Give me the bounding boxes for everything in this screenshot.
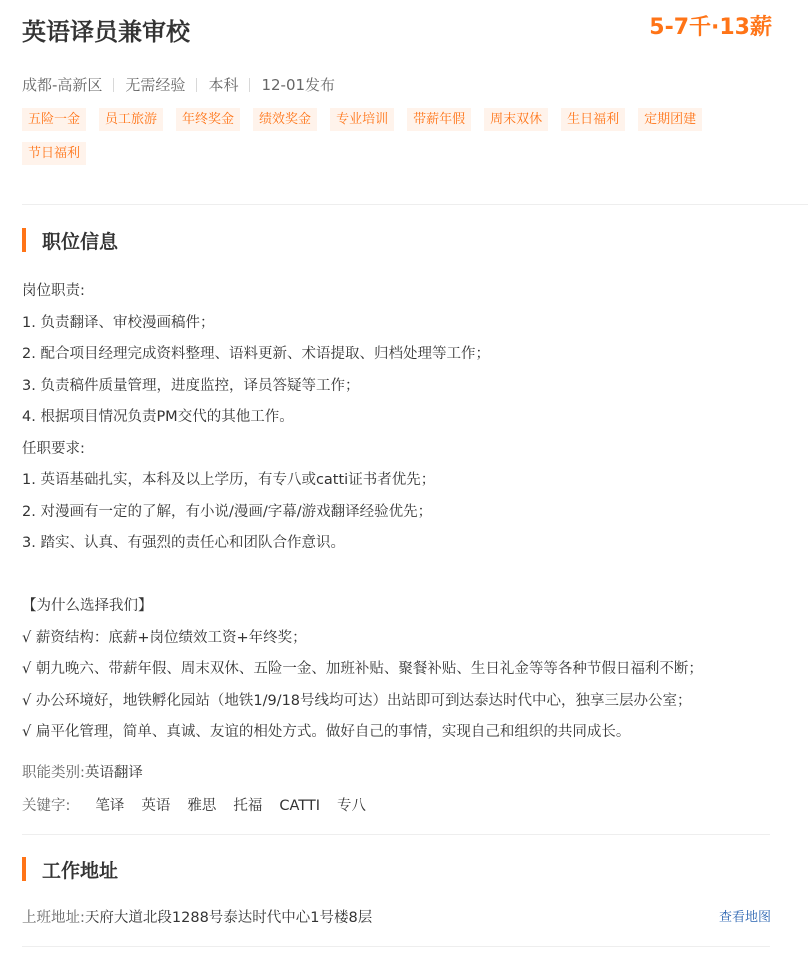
address-label: 上班地址: [22,910,85,926]
welfare-tag: 生日福利 [561,108,625,131]
keyword[interactable]: CATTI [279,798,321,814]
meta-education: 本科 [208,76,239,94]
welfare-tag: 周末双休 [484,108,548,131]
description-line: 岗位职责: [22,283,85,299]
job-category [22,760,143,786]
position-info-heading [22,226,118,254]
salary: 5-7千·13薪 [649,15,772,40]
job-meta [22,73,335,97]
view-map-link[interactable]: 查看地图 [718,910,771,925]
description-line: 1. 英语基础扎实，本科及以上学历，有专八或catti证书者优先； [22,472,436,488]
description-line: 【为什么选择我们】 [22,598,153,614]
work-address-heading [22,855,118,883]
meta-separator [113,78,114,92]
welfare-tag: 带薪年假 [407,108,471,131]
description-line: √ 扁平化管理，简单、真诚、友谊的相处方式。做好自己的事情，实现自己和组织的共同成长。 [22,724,631,740]
description-line: 2. 对漫画有一定的了解，有小说/漫画/字幕/游戏翻译经验优先； [22,503,433,520]
job-detail-panel [22,0,808,960]
work-address [22,905,372,931]
category-value: 英语翻译 [84,765,143,781]
meta-publish-date: 12-01发布 [261,76,336,94]
welfare-tag: 节日福利 [22,142,86,165]
description-line: √ 办公环境好，地铁孵化园站（地铁1/9/18号线均可达）出站即可到达泰达时代中心，独享三层办公室； [22,692,692,709]
welfare-tag: 专业培训 [330,108,394,131]
description-line: 4. 根据项目情况负责PM交代的其他工作。 [22,409,294,425]
category-label: 职能类别: [22,765,85,781]
description-line: 3. 踏实、认真、有强烈的责任心和团队合作意识。 [22,535,345,551]
heading-accent-bar [22,857,26,881]
position-info-title: 职位信息 [42,230,119,253]
meta-separator [196,78,197,92]
work-address-title: 工作地址 [42,859,119,882]
job-title: 英语译员兼审校 [22,18,190,46]
description-line: √ 朝九晚六、带薪年假、周末双休、五险一金、加班补贴、聚餐补贴、生日礼金等等各种节假日福利不断； [22,661,703,677]
keyword[interactable]: 英语 [141,798,171,814]
address-value: 天府大道北段1288号泰达时代中心1号楼8层 [84,910,373,926]
keyword[interactable]: 专八 [337,798,367,814]
description-line: 2. 配合项目经理完成资料整理、语料更新、术语提取、归档处理等工作； [22,346,490,362]
keyword[interactable]: 托福 [233,798,263,814]
heading-accent-bar [22,228,26,252]
keyword[interactable]: 笔译 [95,798,125,814]
meta-location: 成都-高新区 [22,76,103,94]
welfare-tag: 定期团建 [638,108,702,131]
welfare-tags [22,108,722,176]
section-divider [22,834,770,835]
description-line: 3. 负责稿件质量管理，进度监控，译员答疑等工作； [22,377,360,394]
welfare-tag: 五险一金 [22,108,86,131]
keyword[interactable]: 雅思 [187,798,217,814]
meta-experience: 无需经验 [125,76,186,94]
description-blank-line [22,560,792,592]
description-line: 1. 负责翻译、审校漫画稿件； [22,314,215,331]
welfare-tag: 绩效奖金 [253,108,317,131]
job-description [22,276,792,749]
job-keywords [22,793,383,819]
description-line: 任职要求: [22,440,85,457]
meta-separator [249,78,250,92]
keywords-label: 关键字: [22,798,71,814]
description-line: √ 薪资结构：底薪+岗位绩效工资+年终奖； [22,629,307,646]
welfare-tag: 年终奖金 [176,108,240,131]
section-divider [22,946,770,947]
welfare-tag: 员工旅游 [99,108,163,131]
section-divider [22,204,808,205]
